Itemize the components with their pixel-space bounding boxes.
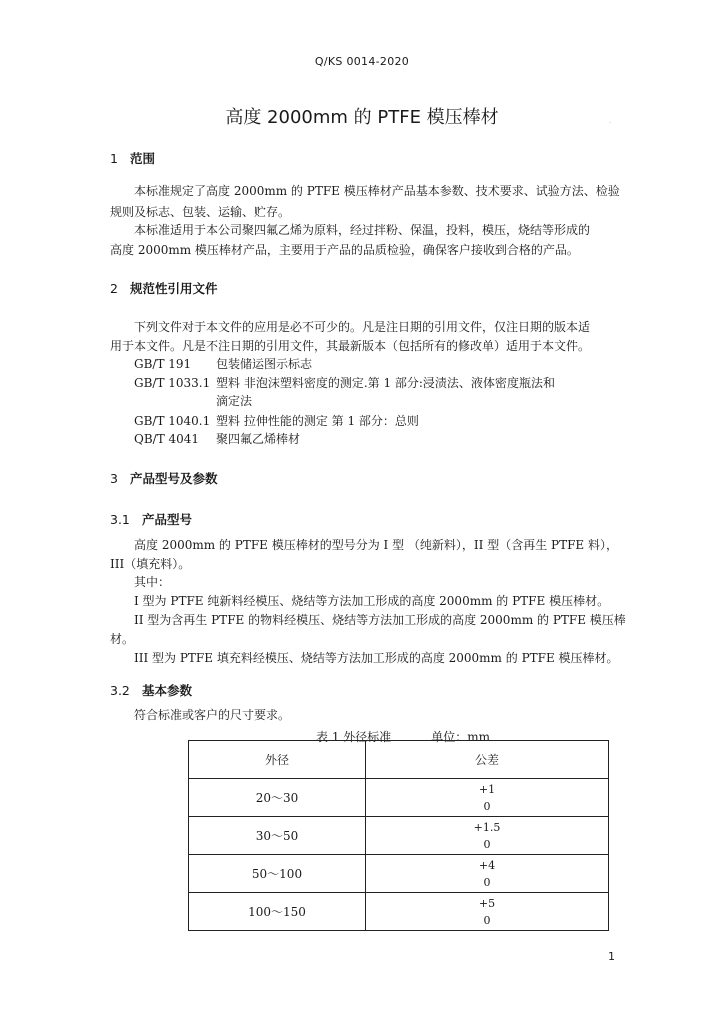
- page-number: 1: [608, 950, 615, 963]
- reference-name: 包装储运图示标志: [216, 357, 313, 371]
- tolerance-lower: 0: [483, 799, 491, 813]
- reference-name: 聚四氟乙烯棒材: [216, 432, 301, 446]
- tolerance-cell: [366, 779, 609, 817]
- tolerance-cell: [366, 817, 609, 855]
- reference-item: [134, 414, 419, 428]
- paragraph-line: III 型为 PTFE 填充料经模压、烧结等方法加工形成的高度 2000mm 的 PTFE 模压棒材。: [134, 651, 619, 665]
- reference-name: 塑料 非泡沫塑料密度的测定.第 1 部分:浸渍法、液体密度瓶法和: [216, 376, 555, 390]
- section-3-2-heading: [110, 681, 192, 699]
- paragraph-line: I 型为 PTFE 纯新料经模压、烧结等方法加工形成的高度 2000mm 的 PTFE 模压棒材。: [134, 594, 610, 608]
- reference-code: GB/T 191: [134, 357, 192, 371]
- reference-item: [134, 432, 300, 446]
- section-number: 1: [110, 151, 118, 166]
- paragraph-line: 用于本文件。凡是不注日期的引用文件，其最新版本（包括所有的修改单）适用于本文件。: [110, 339, 591, 353]
- paragraph-line: 高度 2000mm 模压棒材产品，主要用于产品的品质检验，确保客户接收到合格的产品。: [110, 243, 579, 257]
- section-number: 3.1: [110, 512, 130, 527]
- paragraph-line: III（填充料）。: [110, 557, 191, 571]
- paragraph-line: 本标准适用于本公司聚四氟乙烯为原料，经过拌粉、保温，投料，模压，烧结等形成的: [134, 223, 591, 237]
- reference-item: [134, 394, 252, 408]
- table-row: [189, 855, 609, 893]
- section-title: 产品型号: [142, 512, 193, 527]
- section-3-1-heading: [110, 510, 192, 528]
- paragraph-line: 材。: [110, 632, 135, 646]
- section-2-heading: [110, 279, 218, 297]
- tolerance-lower: 0: [483, 913, 491, 927]
- document-code: Q/KS 0014-2020: [314, 55, 410, 68]
- reference-name: 塑料 拉伸性能的测定 第 1 部分：总则: [216, 414, 419, 428]
- outer-diameter-cell: 50～100: [189, 855, 366, 893]
- paragraph-line: 符合标准或客户的尺寸要求。: [134, 708, 291, 722]
- corner-mark: .: [609, 118, 611, 125]
- outer-diameter-cell: 30～50: [189, 817, 366, 855]
- tolerance-lower: 0: [483, 875, 491, 889]
- section-3-heading: [110, 469, 218, 487]
- reference-code: GB/T 1033.1: [134, 376, 211, 390]
- table-row: [189, 779, 609, 817]
- outer-diameter-cell: 20～30: [189, 779, 366, 817]
- reference-item: [134, 376, 555, 390]
- reference-item: [134, 357, 312, 371]
- header-outer-diameter: 外径: [189, 741, 366, 779]
- tolerance-upper: +1: [478, 782, 496, 796]
- table-row: [189, 893, 609, 931]
- table-unit: 单位：mm: [431, 730, 491, 744]
- paragraph-line: II 型为含再生 PTFE 的物料经模压、烧结等方法加工形成的高度 2000mm 的 PTFE 模压棒: [134, 613, 626, 627]
- paragraph-line: 高度 2000mm 的 PTFE 模压棒材的型号分为 I 型 （纯新料），II 型（含再生 PTFE 料），: [134, 538, 618, 552]
- section-title: 基本参数: [142, 683, 193, 698]
- tolerance-cell: [366, 893, 609, 931]
- document-title: 高度 2000mm 的 PTFE 模压棒材: [225, 107, 499, 128]
- paragraph-line: 规则及标志、包装、运输、贮存。: [110, 205, 291, 219]
- section-title: 产品型号及参数: [130, 471, 218, 486]
- table-row: [189, 817, 609, 855]
- tolerance-upper: +5: [478, 896, 496, 910]
- outer-diameter-table: [188, 740, 609, 931]
- paragraph-line: 本标准规定了高度 2000mm 的 PTFE 模压棒材产品基本参数、技术要求、试验方法、检验: [134, 184, 620, 198]
- tolerance-lower: 0: [483, 837, 491, 851]
- section-number: 3.2: [110, 683, 130, 698]
- reference-code: GB/T 1040.1: [134, 414, 211, 428]
- section-title: 范围: [130, 151, 156, 166]
- header-tolerance: 公差: [366, 741, 609, 779]
- reference-name: 滴定法: [216, 394, 253, 408]
- table-caption-title: 表 1 外径标准: [316, 730, 392, 744]
- tolerance-upper: +1.5: [473, 820, 501, 834]
- section-number: 3: [110, 471, 118, 486]
- tolerance-cell: [366, 855, 609, 893]
- reference-code: QB/T 4041: [134, 432, 200, 446]
- section-number: 2: [110, 281, 118, 296]
- tolerance-upper: +4: [478, 858, 496, 872]
- section-1-heading: [110, 149, 155, 167]
- outer-diameter-cell: 100～150: [189, 893, 366, 931]
- section-title: 规范性引用文件: [130, 281, 218, 296]
- paragraph-line: 下列文件对于本文件的应用是必不可少的。凡是注日期的引用文件，仅注日期的版本适: [134, 320, 591, 334]
- table-header-row: [189, 741, 609, 779]
- paragraph-line: 其中：: [134, 575, 171, 589]
